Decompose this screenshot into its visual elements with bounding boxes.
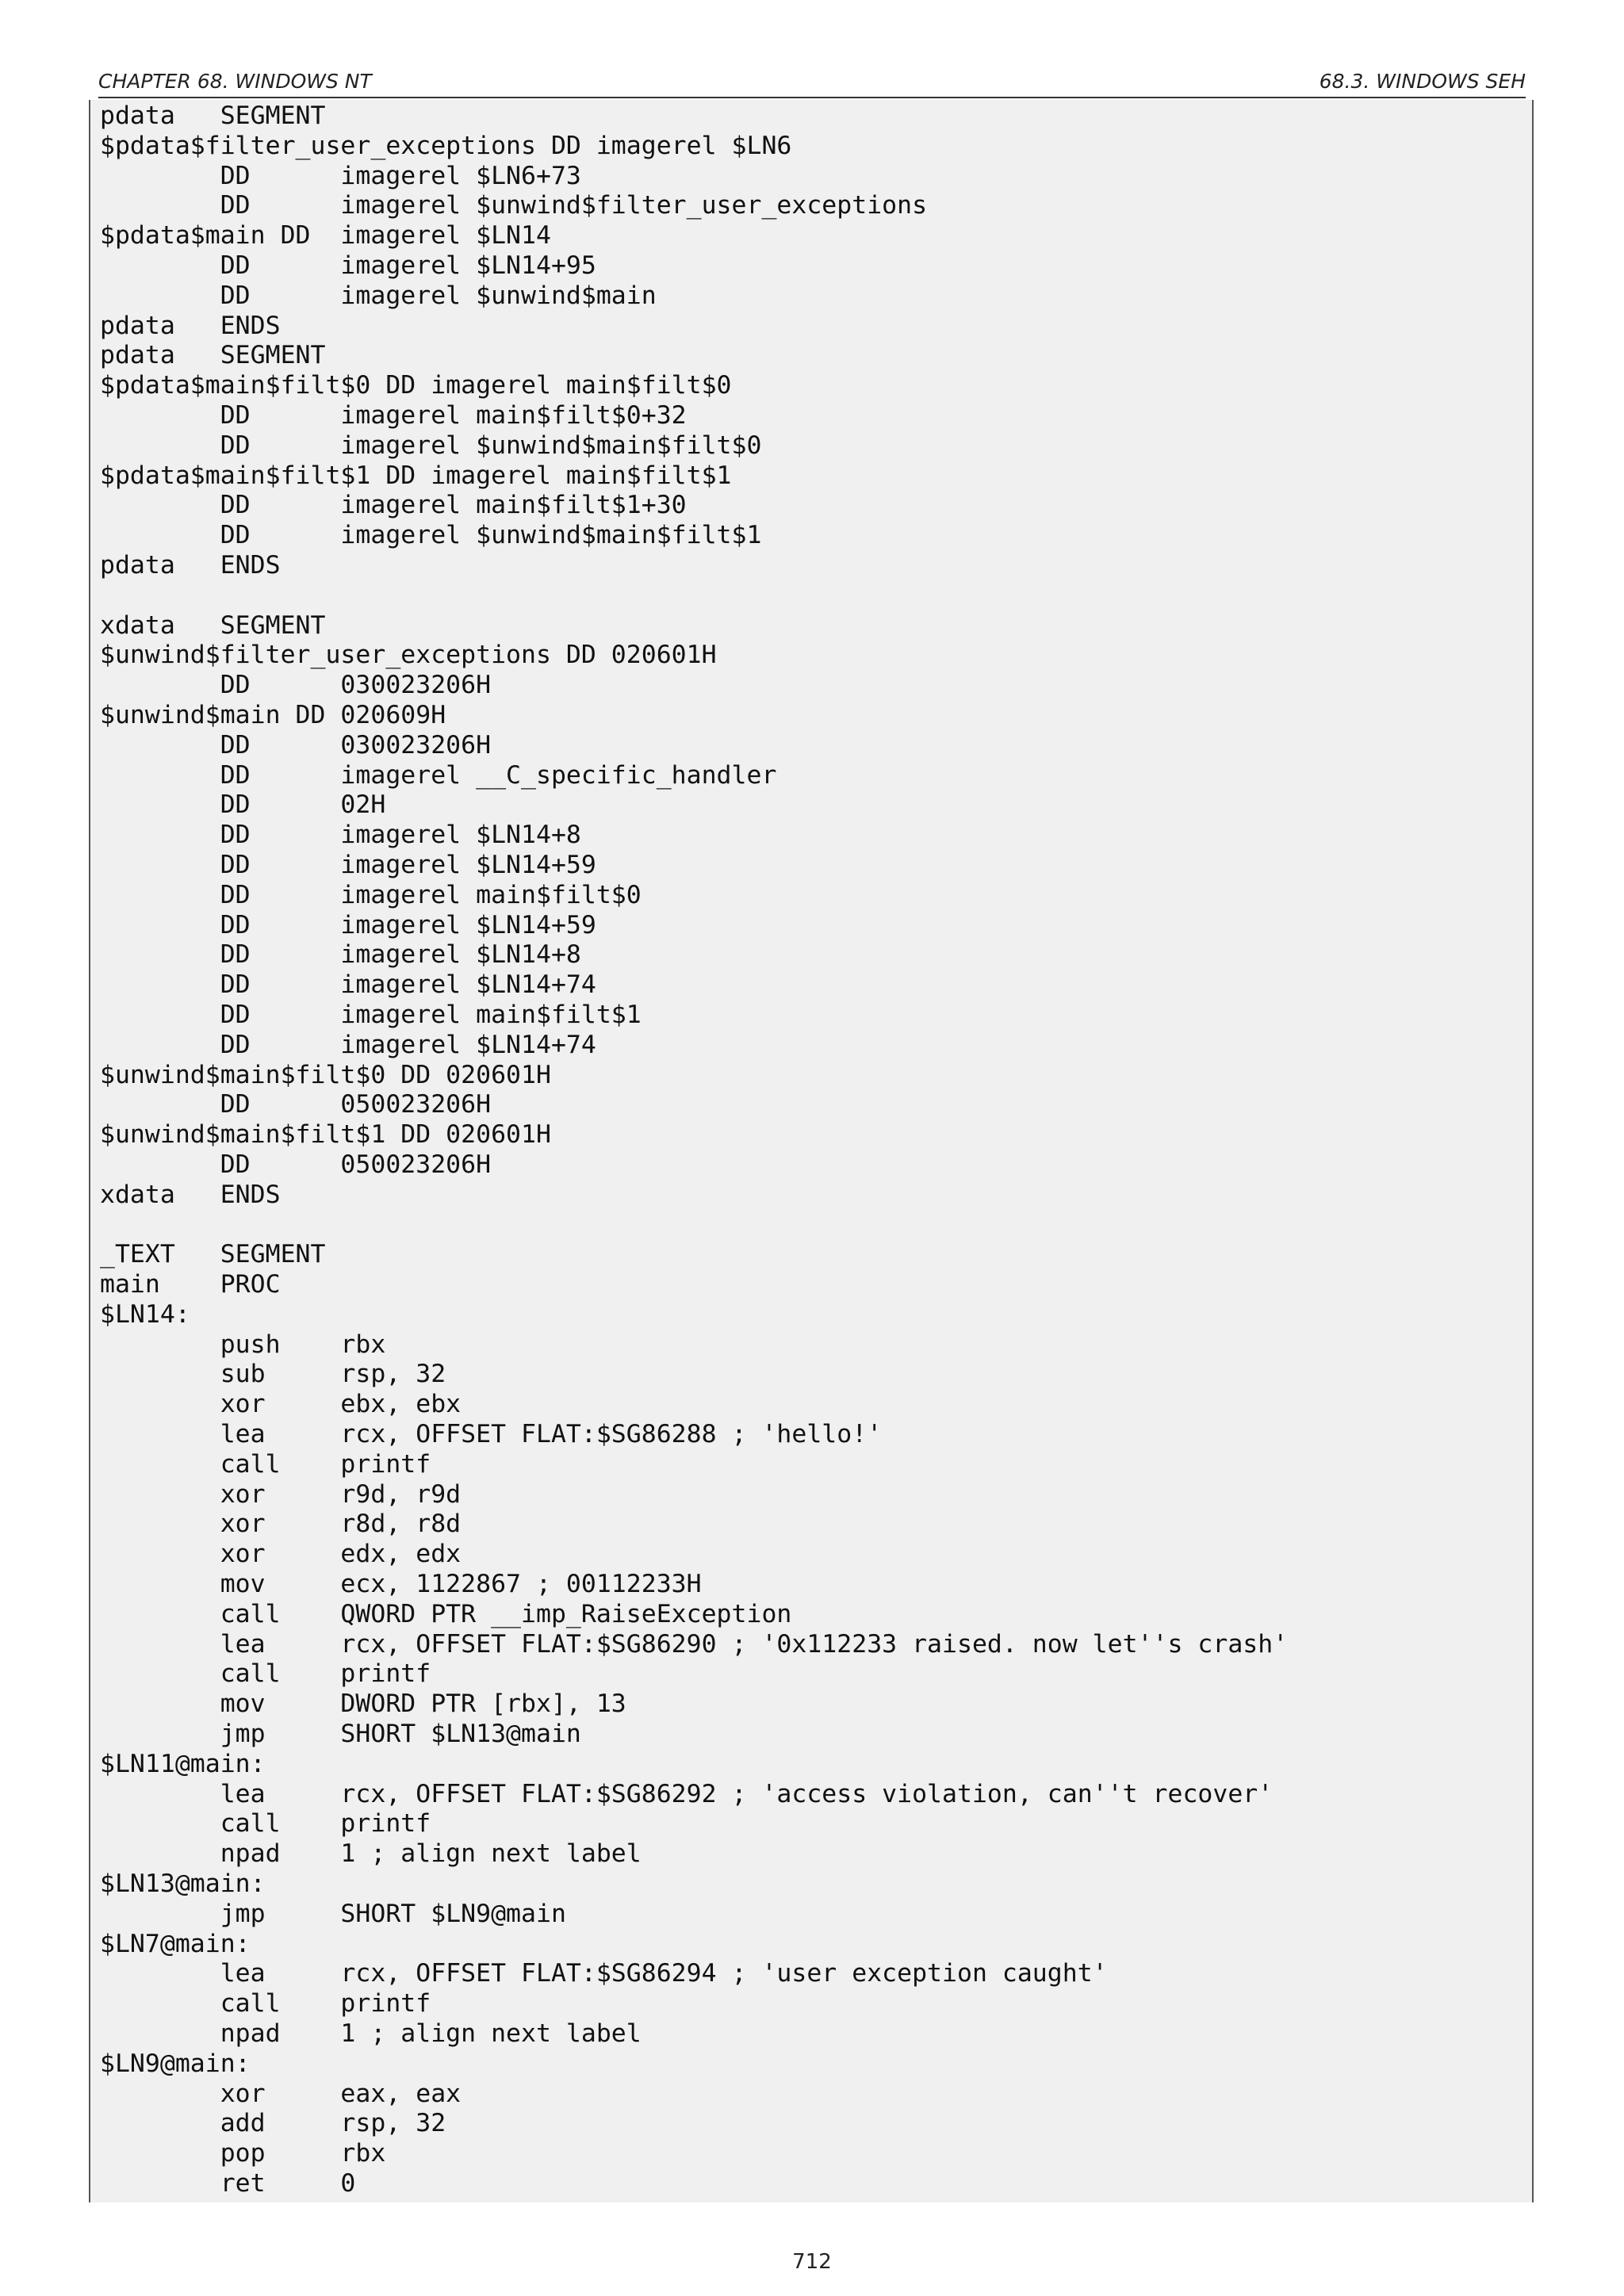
code-line: xor r9d, r9d: [100, 1479, 462, 1509]
code-line: DD imagerel $unwind$filter_user_exceptions: [100, 191, 928, 220]
code-line: DD 050023206H: [100, 1090, 492, 1119]
code-line: DD imagerel main$filt$0: [100, 880, 642, 909]
code-line: mov DWORD PTR [rbx], 13: [100, 1689, 626, 1719]
code-line: DD imagerel __C_specific_handler: [100, 760, 777, 790]
code-line: [100, 1210, 1532, 1240]
code-line: ret 0: [100, 2168, 356, 2198]
code-line: DD imagerel $LN14+59: [100, 850, 596, 879]
code-line: $pdata$main$filt$1 DD imagerel main$filt$1: [100, 461, 732, 490]
code-line: $LN7@main:: [100, 1929, 251, 1958]
running-header: [98, 70, 1526, 98]
code-line: $unwind$main$filt$0 DD 020601H: [100, 1060, 551, 1089]
code-line: call printf: [100, 1659, 431, 1689]
code-line: lea rcx, OFFSET FLAT:$SG86292 ; 'access violation, can''t recover': [100, 1779, 1274, 1808]
chapter-title: CHAPTER 68. WINDOWS NT: [98, 70, 372, 93]
code-line: call printf: [100, 1449, 431, 1479]
code-line: call printf: [100, 1989, 431, 2019]
code-line: DD imagerel $LN14+59: [100, 910, 596, 939]
code-line: $LN11@main:: [100, 1749, 266, 1778]
code-line: xdata ENDS: [100, 1180, 281, 1209]
code-line: xor ebx, ebx: [100, 1390, 462, 1419]
code-line: DD imagerel $unwind$main: [100, 281, 657, 310]
code-line: xor edx, edx: [100, 1540, 462, 1569]
code-line: $LN13@main:: [100, 1869, 266, 1899]
code-line: add rsp, 32: [100, 2109, 446, 2138]
code-line: [100, 581, 1532, 611]
code-line: DD imagerel $unwind$main$filt$1: [100, 521, 762, 550]
code-line: $unwind$main DD 020609H: [100, 700, 446, 729]
code-line: DD 050023206H: [100, 1150, 492, 1179]
page-number: 712: [792, 2250, 832, 2274]
code-line: DD imagerel main$filt$1+30: [100, 491, 687, 520]
code-line: xdata SEGMENT: [100, 610, 326, 640]
code-line: pdata SEGMENT: [100, 101, 326, 130]
code-line: xor r8d, r8d: [100, 1510, 462, 1539]
code-line: $pdata$main DD imagerel $LN14: [100, 221, 551, 251]
code-line: lea rcx, OFFSET FLAT:$SG86294 ; 'user exception caught': [100, 1959, 1108, 1988]
code-line: DD 02H: [100, 790, 386, 820]
code-line: DD imagerel $unwind$main$filt$0: [100, 430, 762, 460]
code-line: DD 030023206H: [100, 730, 492, 760]
code-line: pdata ENDS: [100, 311, 281, 340]
code-line: _TEXT SEGMENT: [100, 1240, 326, 1269]
code-line: lea rcx, OFFSET FLAT:$SG86288 ; 'hello!': [100, 1420, 883, 1449]
code-line: DD imagerel $LN14+74: [100, 1030, 596, 1059]
code-line: call printf: [100, 1809, 431, 1839]
code-line: push rbx: [100, 1330, 386, 1359]
code-line: DD imagerel main$filt$0+32: [100, 400, 687, 430]
section-title: 68.3. WINDOWS SEH: [1319, 70, 1526, 93]
code-line: $LN14:: [100, 1299, 190, 1329]
code-line: xor eax, eax: [100, 2079, 462, 2108]
code-line: pdata ENDS: [100, 550, 281, 580]
code-line: main PROC: [100, 1270, 281, 1299]
code-line: sub rsp, 32: [100, 1360, 446, 1389]
code-line: mov ecx, 1122867 ; 00112233H: [100, 1570, 702, 1599]
code-line: DD imagerel $LN14+95: [100, 251, 596, 280]
code-line: npad 1 ; align next label: [100, 2019, 642, 2048]
code-line: DD imagerel $LN14+8: [100, 940, 581, 970]
code-listing: [89, 100, 1534, 2202]
code-line: jmp SHORT $LN9@main: [100, 1899, 566, 1928]
code-line: pop rbx: [100, 2139, 386, 2168]
code-line: DD imagerel $LN14+74: [100, 970, 596, 1000]
code-line: npad 1 ; align next label: [100, 1839, 642, 1869]
code-line: call QWORD PTR __imp_RaiseException: [100, 1599, 792, 1628]
code-line: $LN9@main:: [100, 2049, 251, 2078]
code-line: DD imagerel main$filt$1: [100, 1000, 642, 1029]
code-line: DD imagerel $LN6+73: [100, 161, 581, 190]
code-line: $unwind$filter_user_exceptions DD 020601H: [100, 641, 717, 670]
code-line: jmp SHORT $LN13@main: [100, 1720, 581, 1749]
code-line: pdata SEGMENT: [100, 341, 326, 370]
code-line: DD imagerel $LN14+8: [100, 821, 581, 850]
code-line: lea rcx, OFFSET FLAT:$SG86290 ; '0x112233 raised. now let''s crash': [100, 1629, 1289, 1659]
code-line: $pdata$main$filt$0 DD imagerel main$filt$0: [100, 371, 732, 400]
code-line: $pdata$filter_user_exceptions DD imagerel $LN6: [100, 131, 792, 160]
code-line: $unwind$main$filt$1 DD 020601H: [100, 1120, 551, 1150]
code-line: DD 030023206H: [100, 671, 492, 700]
